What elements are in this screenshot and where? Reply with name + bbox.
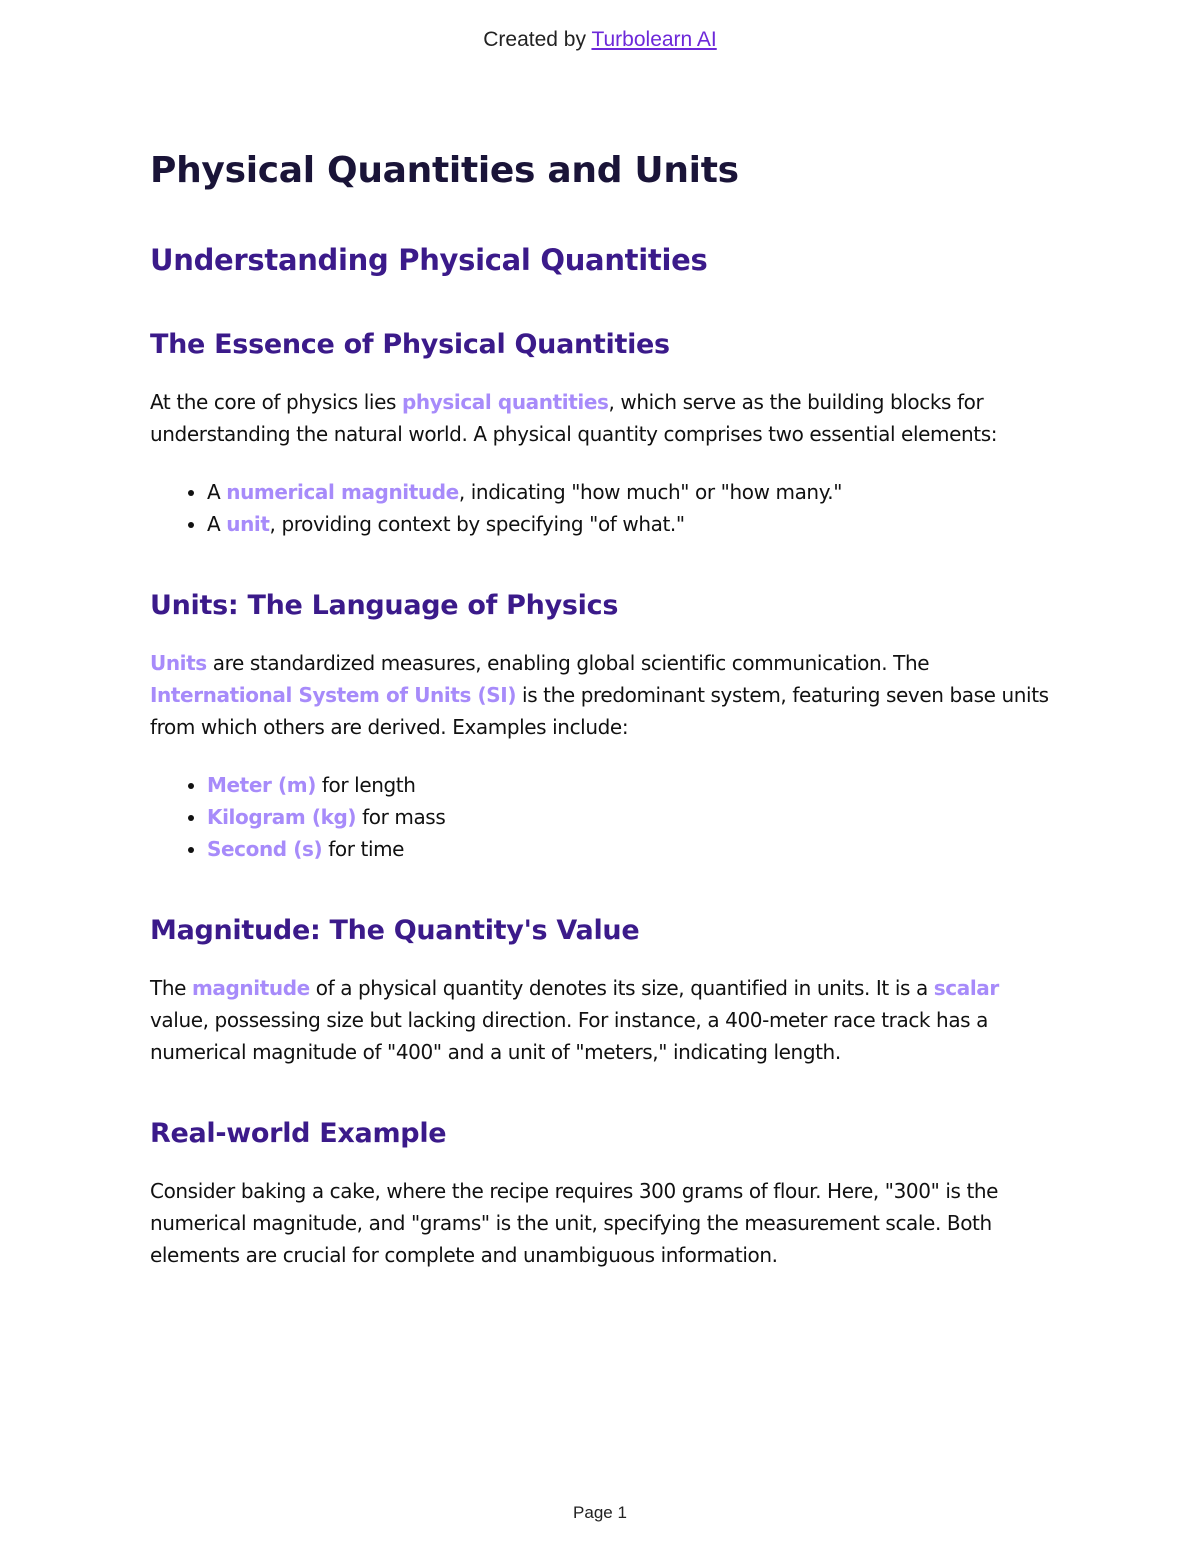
- turbolearn-link[interactable]: Turbolearn AI: [591, 28, 717, 51]
- bullet-post: for time: [322, 837, 405, 861]
- units-paragraph: [150, 647, 1060, 743]
- essence-text-b: , which serve as the building blocks for understanding the natural world. A physical quantity comprises two essential elements:: [150, 390, 998, 446]
- page-number: Page 1: [573, 1503, 627, 1522]
- section-example: [150, 1118, 1060, 1271]
- example-paragraph: Consider baking a cake, where the recipe requires 300 grams of flour. Here, "300" is the numerical magnitude, and "grams" is the unit, specifying the measurement scale. Both elements are crucial for complete and unambiguous information.: [150, 1179, 999, 1267]
- highlight-kilogram: Kilogram (kg): [207, 805, 357, 829]
- magnitude-paragraph: [150, 972, 1060, 1068]
- magnitude-text-c: value, possessing size but lacking direction. For instance, a 400-meter race track has a numerical magnitude of "400" and a unit of "meters," indicating length.: [150, 1008, 989, 1064]
- list-item: [207, 801, 1060, 833]
- section-essence: [150, 329, 1060, 540]
- magnitude-text-b: of a physical quantity denotes its size, quantified in units. It is a: [309, 976, 934, 1000]
- page-title: Physical Quantities and Units: [150, 150, 739, 191]
- list-item: [207, 476, 1060, 508]
- list-item: [207, 769, 1060, 801]
- highlight-magnitude: magnitude: [191, 976, 310, 1000]
- header-prefix: Created by: [483, 28, 586, 51]
- bullet-pre: A: [207, 480, 227, 504]
- section-title: Understanding Physical Quantities: [150, 243, 708, 277]
- essence-text-a: At the core of physics lies: [150, 390, 402, 414]
- bullet-pre: A: [207, 512, 227, 536]
- highlight-physical-quantities: physical quantities: [401, 390, 609, 414]
- essence-heading: The Essence of Physical Quantities: [150, 329, 670, 360]
- magnitude-heading: Magnitude: The Quantity's Value: [150, 915, 640, 946]
- essence-paragraph: [150, 386, 1060, 450]
- units-heading: Units: The Language of Physics: [150, 590, 619, 621]
- bullet-post: , providing context by specifying "of what.": [269, 512, 685, 536]
- highlight-numerical-magnitude: numerical magnitude: [226, 480, 459, 504]
- magnitude-text-a: The: [150, 976, 192, 1000]
- bullet-post: , indicating "how much" or "how many.": [458, 480, 843, 504]
- highlight-scalar: scalar: [933, 976, 999, 1000]
- highlight-unit: unit: [226, 512, 270, 536]
- page-header: [0, 28, 1200, 52]
- example-heading: Real-world Example: [150, 1118, 447, 1149]
- units-text-a: are standardized measures, enabling global scientific communication. The: [206, 651, 930, 675]
- document-body: [150, 150, 1060, 1297]
- list-item: [207, 508, 1060, 540]
- bullet-post: for length: [315, 773, 416, 797]
- highlight-second: Second (s): [207, 837, 323, 861]
- list-item: [207, 833, 1060, 865]
- units-list: [150, 769, 1060, 865]
- highlight-meter: Meter (m): [207, 773, 316, 797]
- bullet-post: for mass: [356, 805, 446, 829]
- highlight-units: Units: [150, 651, 207, 675]
- units-text-b: is the predominant system, featuring seven base units from which others are derived. Examples include:: [150, 683, 1049, 739]
- highlight-si: International System of Units (SI): [150, 683, 517, 707]
- section-magnitude: [150, 915, 1060, 1068]
- section-units: [150, 590, 1060, 865]
- essence-list: [150, 476, 1060, 540]
